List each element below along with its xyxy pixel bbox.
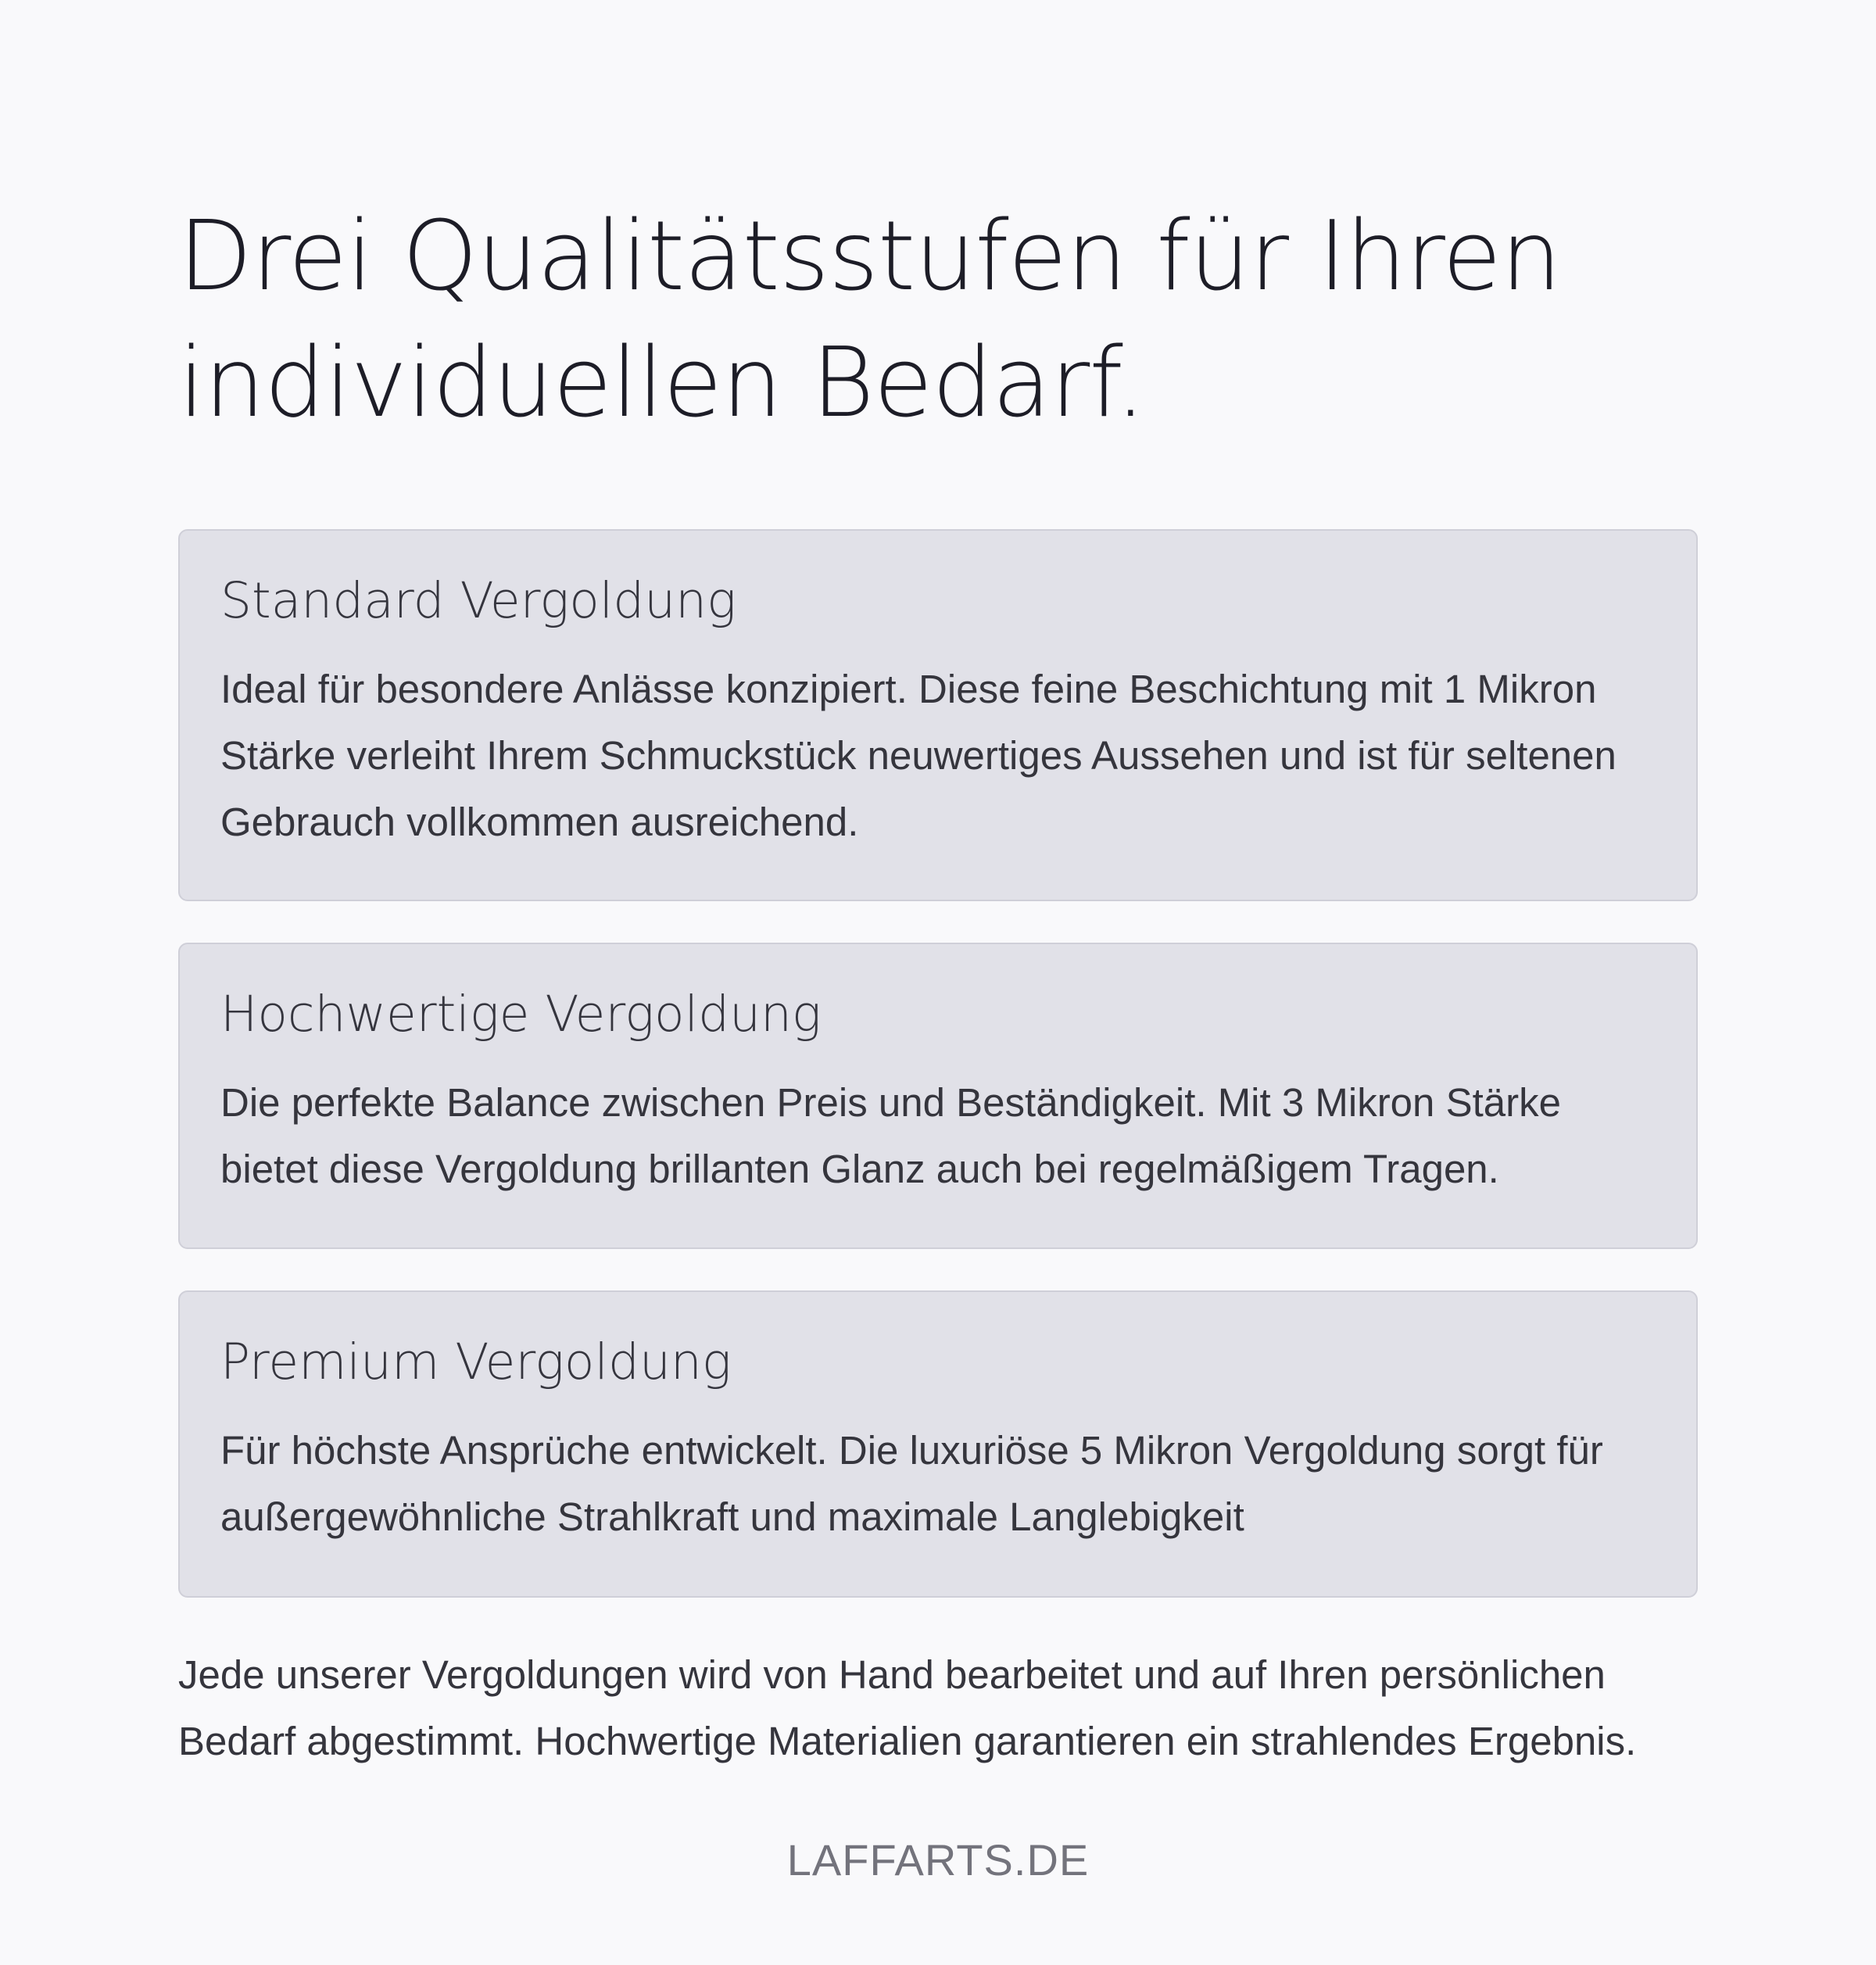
card-hochwertige-vergoldung (178, 943, 1698, 1249)
card-description: Für höchste Ansprüche entwickelt. Die luxuriöse 5 Mikron Vergoldung sorgt für außergewöhnliche Strahlkraft und maximale Langlebigkeit (220, 1428, 1603, 1539)
card-title: Standard Vergoldung (220, 572, 736, 629)
card-standard-vergoldung (178, 529, 1698, 901)
page-title-line-1: Drei Qualitätsstufen für Ihren (178, 201, 1561, 313)
card-title: Hochwertige Vergoldung (220, 986, 822, 1043)
footer-text: Jede unserer Vergoldungen wird von Hand bearbeitet und auf Ihren persönlichen Bedarf abgestimmt. Hochwertige Materialien garantieren ein strahlendes Ergebnis. (178, 1652, 1637, 1763)
brand-label: LAFFARTS.DE (786, 1835, 1090, 1884)
card-premium-vergoldung (178, 1290, 1698, 1598)
page-title-line-2: individuellen Bedarf. (178, 328, 1145, 439)
page-title (178, 194, 1698, 447)
card-description: Die perfekte Balance zwischen Preis und Beständigkeit. Mit 3 Mikron Stärke bietet diese Vergoldung brillanten Glanz auch bei regelmäßigem Tragen. (220, 1080, 1561, 1191)
card-description: Ideal für besondere Anlässe konzipiert. Diese feine Beschichtung mit 1 Mikron Stärke verleiht Ihrem Schmuckstück neuwertiges Aussehen und ist für seltenen Gebrauch vollkommen ausreichend. (220, 667, 1616, 844)
card-title: Premium Vergoldung (220, 1333, 732, 1391)
